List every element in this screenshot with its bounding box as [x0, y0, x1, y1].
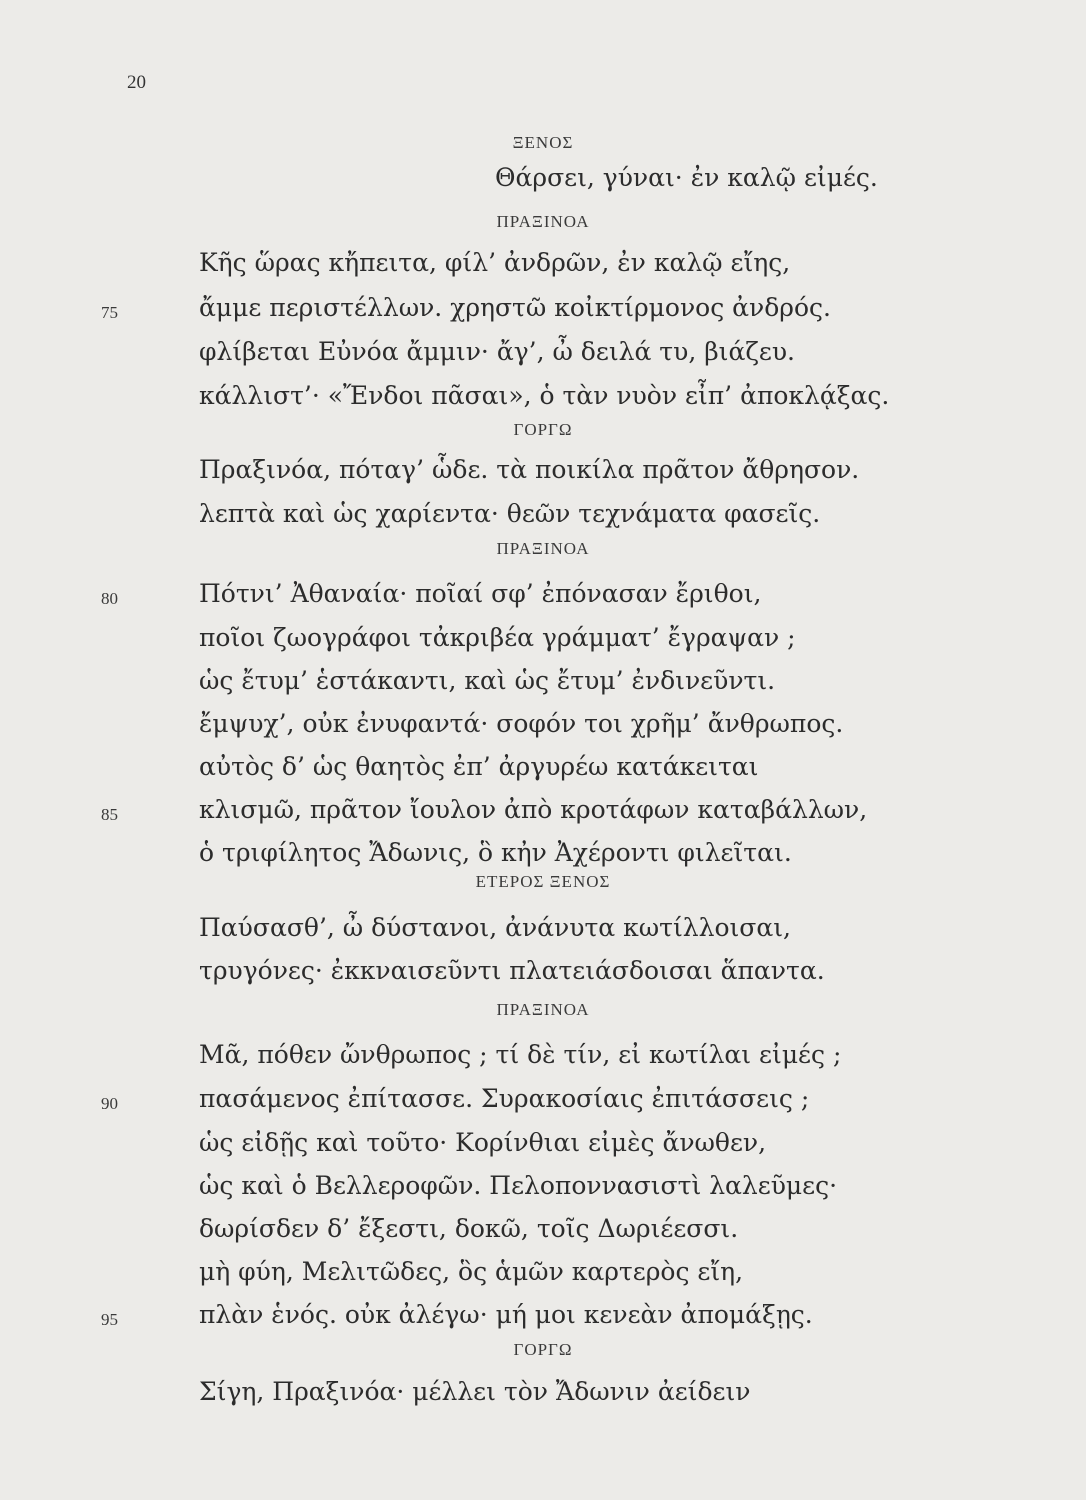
verse-line: ὁ τριφίλητος Ἄδωνις, ὃ κἠν Ἀχέροντι φιλεῖται.: [199, 838, 792, 867]
verse-line: κλισμῶ, πρᾶτον ἴουλον ἀπὸ κροτάφων καταβάλλων,: [199, 795, 868, 824]
verse-line: τρυγόνες· ἐκκναισεῦντι πλατειάσδοισαι ἅπαντα.: [199, 956, 825, 985]
verse-line: αὐτὸς δ’ ὡς θαητὸς ἐπ’ ἀργυρέω κατάκειται: [199, 752, 759, 781]
speaker-label: ΠΡΑΞΙΝΟΑ: [496, 1000, 590, 1019]
line-number: 75: [101, 303, 118, 322]
line-number: 95: [101, 1310, 118, 1329]
verse-line: φλίβεται Εὐνόα ἄμμιν· ἄγ’, ὦ δειλά τυ, βιάζευ.: [199, 337, 795, 366]
line-number: 80: [101, 589, 118, 608]
speaker-label: ΠΡΑΞΙΝΟΑ: [496, 212, 590, 231]
verse-line: Μᾶ, πόθεν ὤνθρωπος ; τί δὲ τίν, εἰ κωτίλαι εἰμές ;: [199, 1040, 842, 1069]
speaker-label: ΓΟΡΓΩ: [513, 1340, 573, 1359]
verse-line: ἄμμε περιστέλλων. χρηστῶ κοἰκτίρμονος ἀνδρός.: [199, 293, 831, 322]
verse-line: Πραξινόα, πόταγ’ ὧδε. τὰ ποικίλα πρᾶτον ἄθρησον.: [199, 455, 860, 484]
verse-line: λεπτὰ καὶ ὡς χαρίεντα· θεῶν τεχνάματα φασεῖς.: [199, 499, 821, 528]
verse-line: Σίγη, Πραξινόα· μέλλει τὸν Ἄδωνιν ἀείδειν: [199, 1377, 751, 1406]
line-number: 90: [101, 1094, 118, 1113]
verse-line: ὡς εἰδῇς καὶ τοῦτο· Κορίνθιαι εἰμὲς ἄνωθεν,: [199, 1128, 767, 1157]
verse-line: μὴ φύη, Μελιτῶδες, ὃς ἁμῶν καρτερὸς εἴη,: [199, 1257, 744, 1286]
speaker-label: ΞΕΝΟΣ: [512, 133, 574, 152]
speaker-label: ΕΤΕΡΟΣ ΞΕΝΟΣ: [475, 872, 611, 891]
verse-line: ὡς ἔτυμ’ ἑστάκαντι, καὶ ὡς ἔτυμ’ ἐνδινεῦντι.: [199, 666, 776, 695]
verse-line: πασάμενος ἐπίτασσε. Συρακοσίαις ἐπιτάσσεις ;: [199, 1084, 810, 1113]
verse-line: Κῆς ὥρας κἤπειτα, φίλ’ ἀνδρῶν, ἐν καλῷ εἴης,: [199, 248, 791, 277]
speaker-label: ΠΡΑΞΙΝΟΑ: [496, 539, 590, 558]
verse-line: Θάρσει, γύναι· ἐν καλῷ εἰμές.: [495, 163, 878, 192]
verse-line: ποῖοι ζωογράφοι τἀκριβέα γράμματ’ ἔγραψαν ;: [199, 623, 796, 652]
line-number: 85: [101, 805, 118, 824]
verse-line: ὡς καὶ ὁ Βελλεροφῶν. Πελοποννασιστὶ λαλεῦμες·: [199, 1171, 838, 1200]
verse-line: πλὰν ἑνός. οὐκ ἀλέγω· μή μοι κενεὰν ἀπομάξῃς.: [199, 1300, 813, 1329]
page-number: 20: [127, 72, 146, 93]
verse-line: ἔμψυχ’, οὐκ ἐνυφαντά· σοφόν τοι χρῆμ’ ἄνθρωπος.: [199, 709, 844, 738]
verse-line: Παύσασθ’, ὦ δύστανοι, ἀνάνυτα κωτίλλοισαι,: [199, 913, 791, 942]
speaker-label: ΓΟΡΓΩ: [513, 420, 573, 439]
verse-line: Πότνι’ Ἀθαναία· ποῖαί σφ’ ἐπόνασαν ἔριθοι,: [199, 579, 762, 608]
verse-line: δωρίσδεν δ’ ἔξεστι, δοκῶ, τοῖς Δωριέεσσι.: [199, 1214, 739, 1243]
verse-line: κάλλιστ’· «Ἔνδοι πᾶσαι», ὁ τὰν νυὸν εἶπ’ ἀποκλᾴξας.: [199, 381, 890, 410]
